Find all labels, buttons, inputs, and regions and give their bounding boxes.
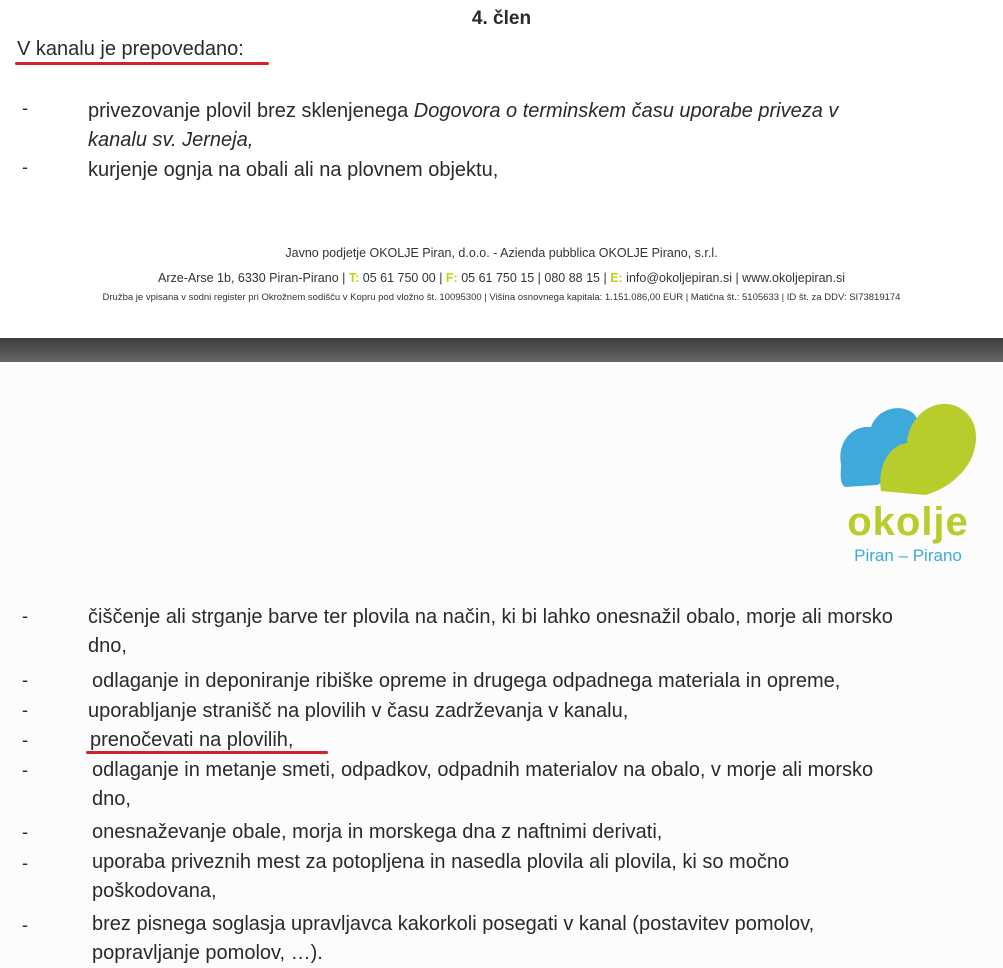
list-dash: -	[22, 98, 28, 118]
page-separator	[0, 338, 1003, 362]
document-page-bottom	[0, 362, 1003, 968]
list-dash: -	[22, 670, 28, 690]
footer-phone-label: T:	[348, 271, 360, 285]
red-underline-mark	[86, 751, 328, 754]
footer-contact-line	[0, 271, 1003, 285]
list-item-text: dno,	[92, 788, 131, 810]
intro-text: V kanalu je prepovedano:	[17, 38, 244, 60]
footer-fax: 05 61 750 15 | 080 88 15 |	[457, 271, 611, 285]
list-dash: -	[22, 730, 28, 750]
list-item-text: poškodovana,	[92, 880, 217, 902]
list-dash: -	[22, 157, 28, 177]
list-item-text: uporaba priveznih mest za potopljena in nasedla plovila ali plovila, ki so močno	[92, 851, 790, 873]
list-item-text: onesnaževanje obale, morja in morskega dna z naftnimi derivati,	[92, 821, 663, 843]
list-item-text: kurjenje ognja na obali ali na plovnem objektu,	[88, 159, 499, 181]
list-item-text: odlaganje in deponiranje ribiške opreme in drugega odpadnega materiala in opreme,	[92, 670, 841, 692]
logo-subtitle: Piran – Pirano	[854, 546, 962, 565]
list-dash: -	[22, 760, 28, 780]
list-dash: -	[22, 606, 28, 626]
list-item-text: brez pisnega soglasja upravljavca kakorkoli posegati v kanal (postavitev pomolov,	[92, 913, 815, 935]
list-item-italic-text: kanalu sv. Jerneja,	[88, 129, 254, 151]
list-item-text: popravljanje pomolov, …).	[92, 942, 323, 964]
list-item-text: uporabljanje stranišč na plovilih v času zadrževanja v kanalu,	[88, 700, 629, 722]
article-heading: 4. člen	[471, 8, 532, 29]
footer-address: Arze-Arse 1b, 6330 Piran-Pirano |	[158, 271, 349, 285]
footer-fax-label: F:	[445, 271, 458, 285]
document-page-top	[0, 0, 1003, 338]
heart-cloud-icon	[837, 395, 979, 500]
list-dash: -	[22, 915, 28, 935]
list-item-text: odlaganje in metanje smeti, odpadkov, odpadnih materialov na obalo, v morje ali morsko	[92, 759, 874, 781]
list-dash: -	[22, 822, 28, 842]
okolje-logo	[837, 395, 979, 575]
footer-email-label: E:	[610, 271, 623, 285]
list-dash: -	[22, 853, 28, 873]
list-item-text: čiščenje ali strganje barve ter plovila na način, ki bi lahko onesnažil obalo, morje ali morsko	[88, 606, 893, 628]
footer-company-line: Javno podjetje OKOLJE Piran, d.o.o. - Azienda pubblica OKOLJE Pirano, s.r.l.	[285, 246, 718, 260]
footer-registry-line: Družba je vpisana v sodni register pri Okrožnem sodišču v Kopru pod vložno št. 10095300 | Višina osnovnega kapitala: 1.151.086,00 EUR | Matična št.: 5105633 | ID št. za DDV: SI73819174	[102, 292, 901, 303]
red-underline-mark	[15, 62, 269, 65]
list-item-text: prenočevati na plovilih,	[90, 729, 294, 751]
list-item-text: privezovanje plovil brez sklenjenega	[88, 100, 414, 122]
list-item-text: dno,	[88, 635, 127, 657]
footer-email: info@okoljepiran.si | www.okoljepiran.si	[622, 271, 845, 285]
logo-wordmark: okolje	[847, 500, 969, 544]
list-item-italic-text: Dogovora o terminskem času uporabe priveza v	[413, 100, 839, 122]
footer-phone: 05 61 750 00 |	[359, 271, 446, 285]
list-dash: -	[22, 700, 28, 720]
